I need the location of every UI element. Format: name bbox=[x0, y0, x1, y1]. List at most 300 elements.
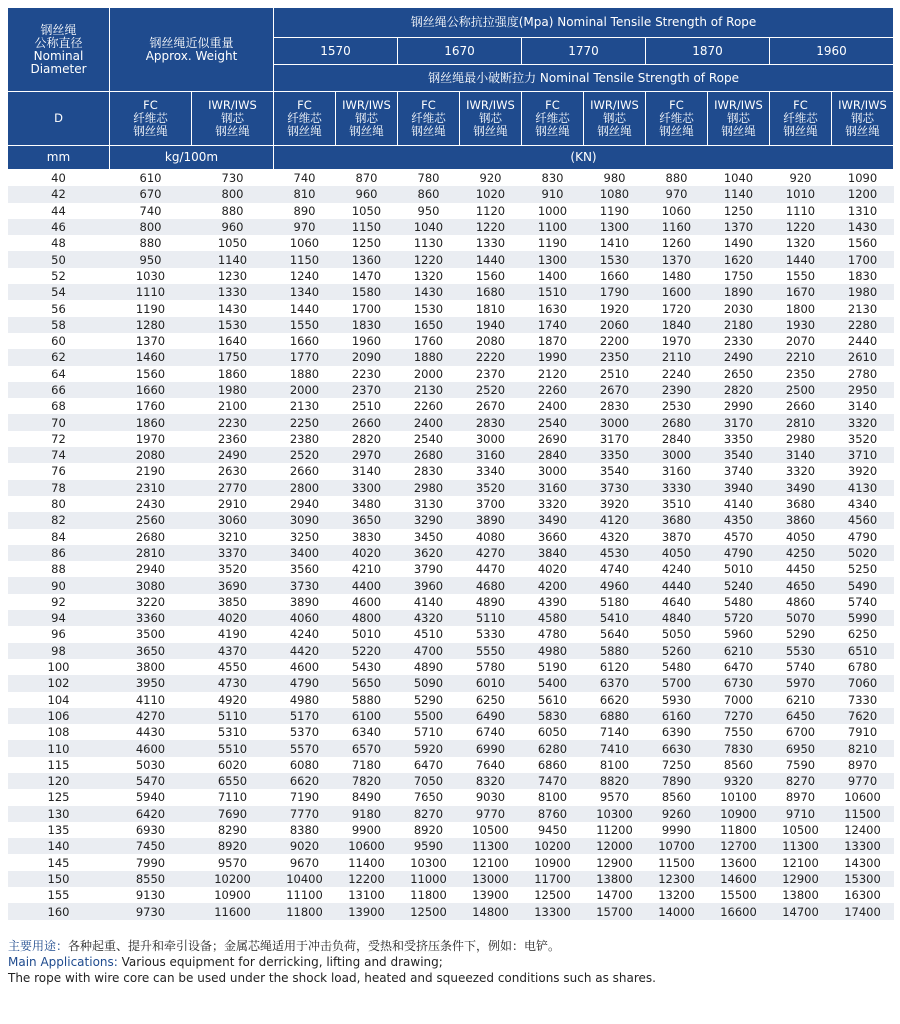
value-cell: 6780 bbox=[832, 659, 894, 675]
value-cell: 13900 bbox=[460, 887, 522, 903]
diameter-cell: 44 bbox=[8, 203, 110, 219]
unit-weight: kg/100m bbox=[110, 146, 274, 170]
table-row bbox=[8, 496, 894, 512]
value-cell: 1760 bbox=[398, 333, 460, 349]
value-cell: 4800 bbox=[336, 610, 398, 626]
value-cell: 960 bbox=[336, 186, 398, 202]
value-cell: 5570 bbox=[274, 740, 336, 756]
value-cell: 13000 bbox=[460, 871, 522, 887]
value-cell: 1110 bbox=[770, 203, 832, 219]
value-cell: 2500 bbox=[770, 382, 832, 398]
diameter-cell: 115 bbox=[8, 757, 110, 773]
value-cell: 2390 bbox=[646, 382, 708, 398]
value-cell: 3520 bbox=[460, 480, 522, 496]
value-cell: 1220 bbox=[770, 219, 832, 235]
value-cell: 8560 bbox=[708, 757, 770, 773]
table-row bbox=[8, 349, 894, 365]
value-cell: 1190 bbox=[584, 203, 646, 219]
diameter-cell: 110 bbox=[8, 740, 110, 756]
value-cell: 3370 bbox=[192, 545, 274, 561]
value-cell: 12900 bbox=[584, 854, 646, 870]
en-applications-text: Various equipment for derricking, lifting and drawing; bbox=[117, 955, 443, 969]
value-cell: 2800 bbox=[274, 480, 336, 496]
value-cell: 9130 bbox=[110, 887, 192, 903]
value-cell: 1810 bbox=[460, 300, 522, 316]
value-cell: 2510 bbox=[584, 366, 646, 382]
value-cell: 7470 bbox=[522, 773, 584, 789]
value-cell: 8270 bbox=[770, 773, 832, 789]
value-cell: 2080 bbox=[460, 333, 522, 349]
value-cell: 4580 bbox=[522, 610, 584, 626]
value-cell: 1430 bbox=[832, 219, 894, 235]
value-cell: 1410 bbox=[584, 235, 646, 251]
value-cell: 5170 bbox=[274, 708, 336, 724]
value-cell: 10100 bbox=[708, 789, 770, 805]
value-cell: 5500 bbox=[398, 708, 460, 724]
diameter-cell: 102 bbox=[8, 675, 110, 691]
value-cell: 10900 bbox=[522, 854, 584, 870]
value-cell: 3830 bbox=[336, 529, 398, 545]
value-cell: 6990 bbox=[460, 740, 522, 756]
value-cell: 1240 bbox=[274, 268, 336, 284]
value-cell: 1120 bbox=[460, 203, 522, 219]
value-cell: 2110 bbox=[646, 349, 708, 365]
value-cell: 2130 bbox=[832, 300, 894, 316]
table-row bbox=[8, 708, 894, 724]
value-cell: 4320 bbox=[398, 610, 460, 626]
value-cell: 11800 bbox=[274, 903, 336, 919]
value-cell: 1360 bbox=[336, 251, 398, 267]
value-cell: 2810 bbox=[770, 414, 832, 430]
value-cell: 2100 bbox=[192, 398, 274, 414]
table-row bbox=[8, 235, 894, 251]
diameter-cell: 155 bbox=[8, 887, 110, 903]
value-cell: 1660 bbox=[110, 382, 192, 398]
value-cell: 4120 bbox=[584, 512, 646, 528]
table-row bbox=[8, 398, 894, 414]
value-cell: 1530 bbox=[398, 300, 460, 316]
value-cell: 2670 bbox=[460, 398, 522, 414]
value-cell: 8270 bbox=[398, 806, 460, 822]
value-cell: 800 bbox=[110, 219, 192, 235]
value-cell: 5940 bbox=[110, 789, 192, 805]
value-cell: 3520 bbox=[832, 431, 894, 447]
value-cell: 2210 bbox=[770, 349, 832, 365]
value-cell: 3700 bbox=[460, 496, 522, 512]
value-cell: 7830 bbox=[708, 740, 770, 756]
value-cell: 2680 bbox=[110, 529, 192, 545]
value-cell: 2540 bbox=[522, 414, 584, 430]
value-cell: 3850 bbox=[192, 594, 274, 610]
value-cell: 4370 bbox=[192, 643, 274, 659]
value-cell: 3650 bbox=[110, 643, 192, 659]
value-cell: 740 bbox=[274, 170, 336, 187]
value-cell: 730 bbox=[192, 170, 274, 187]
value-cell: 11000 bbox=[398, 871, 460, 887]
value-cell: 3660 bbox=[522, 529, 584, 545]
grade-1570: 1570 bbox=[274, 38, 398, 65]
value-cell: 2440 bbox=[832, 333, 894, 349]
value-cell: 4780 bbox=[522, 626, 584, 642]
value-cell: 6210 bbox=[708, 643, 770, 659]
value-cell: 6950 bbox=[770, 740, 832, 756]
value-cell: 4200 bbox=[522, 577, 584, 593]
value-cell: 8560 bbox=[646, 789, 708, 805]
value-cell: 8760 bbox=[522, 806, 584, 822]
diameter-cell: 54 bbox=[8, 284, 110, 300]
value-cell: 11500 bbox=[832, 806, 894, 822]
table-row bbox=[8, 594, 894, 610]
value-cell: 13200 bbox=[646, 887, 708, 903]
value-cell: 5050 bbox=[646, 626, 708, 642]
value-cell: 2430 bbox=[110, 496, 192, 512]
value-cell: 5610 bbox=[522, 692, 584, 708]
value-cell: 3140 bbox=[336, 463, 398, 479]
value-cell: 2690 bbox=[522, 431, 584, 447]
value-cell: 6490 bbox=[460, 708, 522, 724]
table-row bbox=[8, 887, 894, 903]
value-cell: 7270 bbox=[708, 708, 770, 724]
value-cell: 5030 bbox=[110, 757, 192, 773]
value-cell: 1430 bbox=[192, 300, 274, 316]
value-cell: 11200 bbox=[584, 822, 646, 838]
d-symbol: D bbox=[8, 92, 110, 146]
value-cell: 4680 bbox=[460, 577, 522, 593]
value-cell: 7250 bbox=[646, 757, 708, 773]
value-cell: 6880 bbox=[584, 708, 646, 724]
core-fc-header: FC 纤维芯 钢丝绳 bbox=[770, 92, 832, 146]
value-cell: 5700 bbox=[646, 675, 708, 691]
value-cell: 3730 bbox=[274, 577, 336, 593]
value-cell: 3860 bbox=[770, 512, 832, 528]
value-cell: 8380 bbox=[274, 822, 336, 838]
table-row bbox=[8, 659, 894, 675]
value-cell: 5430 bbox=[336, 659, 398, 675]
value-cell: 3000 bbox=[460, 431, 522, 447]
value-cell: 12300 bbox=[646, 871, 708, 887]
value-cell: 8970 bbox=[770, 789, 832, 805]
value-cell: 13100 bbox=[336, 887, 398, 903]
value-cell: 1160 bbox=[646, 219, 708, 235]
value-cell: 4130 bbox=[832, 480, 894, 496]
diameter-cell: 120 bbox=[8, 773, 110, 789]
value-cell: 1770 bbox=[274, 349, 336, 365]
value-cell: 8970 bbox=[832, 757, 894, 773]
table-row bbox=[8, 806, 894, 822]
diameter-cell: 76 bbox=[8, 463, 110, 479]
value-cell: 1280 bbox=[110, 317, 192, 333]
value-cell: 11700 bbox=[522, 871, 584, 887]
value-cell: 5260 bbox=[646, 643, 708, 659]
value-cell: 3000 bbox=[584, 414, 646, 430]
diameter-cell: 68 bbox=[8, 398, 110, 414]
value-cell: 5880 bbox=[584, 643, 646, 659]
value-cell: 1130 bbox=[398, 235, 460, 251]
value-cell: 800 bbox=[192, 186, 274, 202]
table-row bbox=[8, 431, 894, 447]
value-cell: 960 bbox=[192, 219, 274, 235]
value-cell: 4890 bbox=[460, 594, 522, 610]
value-cell: 4240 bbox=[274, 626, 336, 642]
value-cell: 4050 bbox=[770, 529, 832, 545]
value-cell: 1750 bbox=[192, 349, 274, 365]
value-cell: 1250 bbox=[336, 235, 398, 251]
value-cell: 3210 bbox=[192, 529, 274, 545]
value-cell: 5780 bbox=[460, 659, 522, 675]
value-cell: 5480 bbox=[708, 594, 770, 610]
en-applications-line2: The rope with wire core can be used under the shock load, heated and squeezed conditions such as shares. bbox=[8, 971, 656, 985]
diameter-cell: 84 bbox=[8, 529, 110, 545]
value-cell: 2490 bbox=[708, 349, 770, 365]
value-cell: 3130 bbox=[398, 496, 460, 512]
table-row bbox=[8, 724, 894, 740]
value-cell: 5490 bbox=[832, 577, 894, 593]
value-cell: 5290 bbox=[398, 692, 460, 708]
value-cell: 5510 bbox=[192, 740, 274, 756]
value-cell: 880 bbox=[646, 170, 708, 187]
value-cell: 9770 bbox=[832, 773, 894, 789]
diameter-cell: 70 bbox=[8, 414, 110, 430]
diameter-cell: 64 bbox=[8, 366, 110, 382]
value-cell: 10900 bbox=[708, 806, 770, 822]
value-cell: 6630 bbox=[646, 740, 708, 756]
value-cell: 3680 bbox=[770, 496, 832, 512]
value-cell: 6860 bbox=[522, 757, 584, 773]
grade-1960: 1960 bbox=[770, 38, 894, 65]
diameter-cell: 100 bbox=[8, 659, 110, 675]
value-cell: 12700 bbox=[708, 838, 770, 854]
value-cell: 7050 bbox=[398, 773, 460, 789]
value-cell: 4110 bbox=[110, 692, 192, 708]
value-cell: 14300 bbox=[832, 854, 894, 870]
value-cell: 6550 bbox=[192, 773, 274, 789]
value-cell: 5250 bbox=[832, 561, 894, 577]
table-row bbox=[8, 463, 894, 479]
value-cell: 2830 bbox=[398, 463, 460, 479]
core-fc-header: FC 纤维芯 钢丝绳 bbox=[646, 92, 708, 146]
value-cell: 1940 bbox=[460, 317, 522, 333]
value-cell: 3140 bbox=[770, 447, 832, 463]
unit-force: (KN) bbox=[274, 146, 894, 170]
value-cell: 6160 bbox=[646, 708, 708, 724]
table-header bbox=[8, 8, 894, 170]
value-cell: 4450 bbox=[770, 561, 832, 577]
value-cell: 6930 bbox=[110, 822, 192, 838]
value-cell: 6700 bbox=[770, 724, 832, 740]
units-row bbox=[8, 146, 894, 170]
value-cell: 13800 bbox=[770, 887, 832, 903]
value-cell: 3320 bbox=[770, 463, 832, 479]
value-cell: 1890 bbox=[708, 284, 770, 300]
value-cell: 1830 bbox=[832, 268, 894, 284]
value-cell: 5960 bbox=[708, 626, 770, 642]
value-cell: 1370 bbox=[708, 219, 770, 235]
value-cell: 830 bbox=[522, 170, 584, 187]
value-cell: 4740 bbox=[584, 561, 646, 577]
value-cell: 3350 bbox=[584, 447, 646, 463]
value-cell: 1630 bbox=[522, 300, 584, 316]
value-cell: 2660 bbox=[770, 398, 832, 414]
table-row bbox=[8, 577, 894, 593]
value-cell: 4700 bbox=[398, 643, 460, 659]
value-cell: 2520 bbox=[460, 382, 522, 398]
value-cell: 2130 bbox=[398, 382, 460, 398]
value-cell: 15700 bbox=[584, 903, 646, 919]
value-cell: 1870 bbox=[522, 333, 584, 349]
value-cell: 2540 bbox=[398, 431, 460, 447]
diameter-cell: 140 bbox=[8, 838, 110, 854]
value-cell: 3490 bbox=[770, 480, 832, 496]
core-iwr-header: IWR/IWS 钢芯 钢丝绳 bbox=[708, 92, 770, 146]
value-cell: 4960 bbox=[584, 577, 646, 593]
value-cell: 2630 bbox=[192, 463, 274, 479]
value-cell: 3170 bbox=[584, 431, 646, 447]
value-cell: 5920 bbox=[398, 740, 460, 756]
value-cell: 7450 bbox=[110, 838, 192, 854]
value-cell: 1700 bbox=[336, 300, 398, 316]
value-cell: 2770 bbox=[192, 480, 274, 496]
core-iwr-header: IWR/IWS 钢芯 钢丝绳 bbox=[336, 92, 398, 146]
value-cell: 9770 bbox=[460, 806, 522, 822]
value-cell: 2660 bbox=[336, 414, 398, 430]
value-cell: 2250 bbox=[274, 414, 336, 430]
value-cell: 4270 bbox=[110, 708, 192, 724]
value-cell: 13300 bbox=[832, 838, 894, 854]
diameter-cell: 66 bbox=[8, 382, 110, 398]
strength-title: 钢丝绳公称抗拉强度(Mpa) Nominal Tensile Strength of Rope bbox=[274, 8, 894, 38]
value-cell: 2530 bbox=[646, 398, 708, 414]
value-cell: 1100 bbox=[522, 219, 584, 235]
value-cell: 4600 bbox=[336, 594, 398, 610]
value-cell: 2280 bbox=[832, 317, 894, 333]
diameter-cell: 52 bbox=[8, 268, 110, 284]
value-cell: 1330 bbox=[460, 235, 522, 251]
wire-rope-spec-table bbox=[7, 7, 894, 920]
table-row bbox=[8, 789, 894, 805]
value-cell: 980 bbox=[584, 170, 646, 187]
diameter-cell: 98 bbox=[8, 643, 110, 659]
value-cell: 16600 bbox=[708, 903, 770, 919]
value-cell: 1330 bbox=[192, 284, 274, 300]
value-cell: 1790 bbox=[584, 284, 646, 300]
value-cell: 4420 bbox=[274, 643, 336, 659]
value-cell: 10400 bbox=[274, 871, 336, 887]
core-iwr-header: IWR/IWS 钢芯 钢丝绳 bbox=[192, 92, 274, 146]
value-cell: 2350 bbox=[770, 366, 832, 382]
value-cell: 6020 bbox=[192, 757, 274, 773]
value-cell: 1530 bbox=[584, 251, 646, 267]
value-cell: 5090 bbox=[398, 675, 460, 691]
value-cell: 5710 bbox=[398, 724, 460, 740]
table-row bbox=[8, 333, 894, 349]
table-row bbox=[8, 822, 894, 838]
diameter-cell: 56 bbox=[8, 300, 110, 316]
value-cell: 1370 bbox=[110, 333, 192, 349]
value-cell: 5930 bbox=[646, 692, 708, 708]
unit-mm: mm bbox=[8, 146, 110, 170]
value-cell: 7140 bbox=[584, 724, 646, 740]
value-cell: 1880 bbox=[398, 349, 460, 365]
value-cell: 2030 bbox=[708, 300, 770, 316]
value-cell: 1030 bbox=[110, 268, 192, 284]
value-cell: 2940 bbox=[110, 561, 192, 577]
grade-1870: 1870 bbox=[646, 38, 770, 65]
value-cell: 2330 bbox=[708, 333, 770, 349]
value-cell: 1200 bbox=[832, 186, 894, 202]
value-cell: 10300 bbox=[398, 854, 460, 870]
value-cell: 1860 bbox=[110, 414, 192, 430]
value-cell: 2130 bbox=[274, 398, 336, 414]
value-cell: 1110 bbox=[110, 284, 192, 300]
value-cell: 6120 bbox=[584, 659, 646, 675]
value-cell: 1060 bbox=[646, 203, 708, 219]
value-cell: 11100 bbox=[274, 887, 336, 903]
value-cell: 3800 bbox=[110, 659, 192, 675]
value-cell: 5010 bbox=[708, 561, 770, 577]
diameter-cell: 62 bbox=[8, 349, 110, 365]
value-cell: 5240 bbox=[708, 577, 770, 593]
value-cell: 2980 bbox=[770, 431, 832, 447]
value-cell: 12200 bbox=[336, 871, 398, 887]
value-cell: 1020 bbox=[460, 186, 522, 202]
value-cell: 1060 bbox=[274, 235, 336, 251]
value-cell: 6620 bbox=[274, 773, 336, 789]
value-cell: 890 bbox=[274, 203, 336, 219]
value-cell: 1440 bbox=[460, 251, 522, 267]
value-cell: 1470 bbox=[336, 268, 398, 284]
value-cell: 1140 bbox=[708, 186, 770, 202]
value-cell: 7820 bbox=[336, 773, 398, 789]
value-cell: 1580 bbox=[336, 284, 398, 300]
value-cell: 1660 bbox=[274, 333, 336, 349]
value-cell: 4390 bbox=[522, 594, 584, 610]
value-cell: 1720 bbox=[646, 300, 708, 316]
table-row bbox=[8, 692, 894, 708]
value-cell: 5830 bbox=[522, 708, 584, 724]
value-cell: 3340 bbox=[460, 463, 522, 479]
value-cell: 8920 bbox=[192, 838, 274, 854]
value-cell: 7770 bbox=[274, 806, 336, 822]
value-cell: 6210 bbox=[770, 692, 832, 708]
value-cell: 12400 bbox=[832, 822, 894, 838]
value-cell: 3690 bbox=[192, 577, 274, 593]
value-cell: 6370 bbox=[584, 675, 646, 691]
value-cell: 2950 bbox=[832, 382, 894, 398]
value-cell: 2120 bbox=[522, 366, 584, 382]
value-cell: 2220 bbox=[460, 349, 522, 365]
value-cell: 5470 bbox=[110, 773, 192, 789]
table-row bbox=[8, 480, 894, 496]
value-cell: 1000 bbox=[522, 203, 584, 219]
value-cell: 5010 bbox=[336, 626, 398, 642]
value-cell: 5310 bbox=[192, 724, 274, 740]
value-cell: 2380 bbox=[274, 431, 336, 447]
value-cell: 4980 bbox=[522, 643, 584, 659]
value-cell: 1040 bbox=[708, 170, 770, 187]
value-cell: 4730 bbox=[192, 675, 274, 691]
value-cell: 1300 bbox=[522, 251, 584, 267]
value-cell: 13600 bbox=[708, 854, 770, 870]
value-cell: 2840 bbox=[522, 447, 584, 463]
breaking-title: 钢丝绳最小破断拉力 Nominal Tensile Strength of Rope bbox=[274, 65, 894, 92]
value-cell: 3320 bbox=[522, 496, 584, 512]
value-cell: 2240 bbox=[646, 366, 708, 382]
diameter-cell: 58 bbox=[8, 317, 110, 333]
value-cell: 9450 bbox=[522, 822, 584, 838]
table-row bbox=[8, 545, 894, 561]
value-cell: 970 bbox=[274, 219, 336, 235]
value-cell: 14000 bbox=[646, 903, 708, 919]
